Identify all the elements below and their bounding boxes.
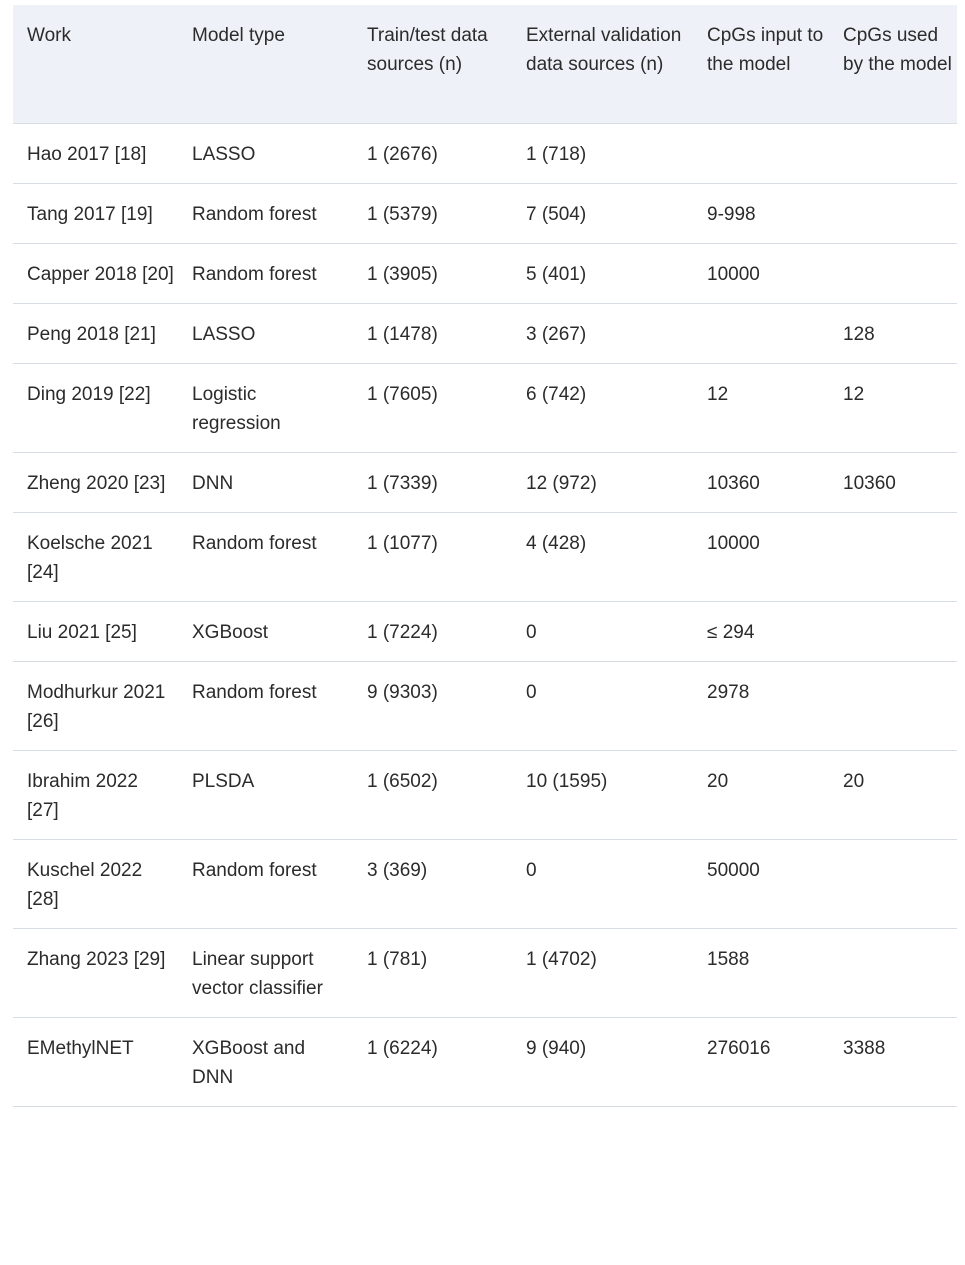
cell-model-type: XGBoost and DNN bbox=[178, 1018, 353, 1107]
cell-model-type: Random forest bbox=[178, 244, 353, 304]
cell-model-type: Logistic regression bbox=[178, 364, 353, 453]
cell-external-validation-sources: 1 (4702) bbox=[512, 929, 693, 1018]
cell-cpgs-input bbox=[693, 304, 829, 364]
cell-external-validation-sources: 7 (504) bbox=[512, 184, 693, 244]
cell-external-validation-sources: 0 bbox=[512, 602, 693, 662]
cell-train-test-sources: 1 (6224) bbox=[353, 1018, 512, 1107]
cell-external-validation-sources: 9 (940) bbox=[512, 1018, 693, 1107]
cell-work: Koelsche 2021 [24] bbox=[13, 513, 178, 602]
cell-train-test-sources: 1 (7224) bbox=[353, 602, 512, 662]
comparison-table bbox=[13, 5, 957, 1107]
table-row bbox=[13, 751, 957, 840]
comparison-table-container bbox=[13, 5, 957, 1107]
cell-model-type: XGBoost bbox=[178, 602, 353, 662]
table-row bbox=[13, 244, 957, 304]
cell-model-type: LASSO bbox=[178, 304, 353, 364]
cell-cpgs-input: 10000 bbox=[693, 244, 829, 304]
table-row bbox=[13, 513, 957, 602]
cell-work: Zhang 2023 [29] bbox=[13, 929, 178, 1018]
cell-work: Ibrahim 2022 [27] bbox=[13, 751, 178, 840]
header-external-validation-sources: External validation data sources (n) bbox=[512, 5, 693, 124]
cell-cpgs-input bbox=[693, 124, 829, 184]
cell-train-test-sources: 3 (369) bbox=[353, 840, 512, 929]
cell-cpgs-input: 276016 bbox=[693, 1018, 829, 1107]
cell-external-validation-sources: 4 (428) bbox=[512, 513, 693, 602]
table-row bbox=[13, 364, 957, 453]
header-model-type: Model type bbox=[178, 5, 353, 124]
cell-train-test-sources: 1 (7605) bbox=[353, 364, 512, 453]
cell-work: Liu 2021 [25] bbox=[13, 602, 178, 662]
cell-cpgs-used: 3388 bbox=[829, 1018, 957, 1107]
cell-cpgs-input: 10000 bbox=[693, 513, 829, 602]
cell-external-validation-sources: 5 (401) bbox=[512, 244, 693, 304]
cell-cpgs-used: 128 bbox=[829, 304, 957, 364]
cell-work: Kuschel 2022 [28] bbox=[13, 840, 178, 929]
cell-work: Hao 2017 [18] bbox=[13, 124, 178, 184]
cell-external-validation-sources: 6 (742) bbox=[512, 364, 693, 453]
cell-train-test-sources: 9 (9303) bbox=[353, 662, 512, 751]
cell-cpgs-used bbox=[829, 662, 957, 751]
header-cpgs-input: CpGs input to the model bbox=[693, 5, 829, 124]
cell-cpgs-used bbox=[829, 244, 957, 304]
cell-cpgs-used: 10360 bbox=[829, 453, 957, 513]
cell-cpgs-used: 12 bbox=[829, 364, 957, 453]
cell-cpgs-input: 2978 bbox=[693, 662, 829, 751]
header-row bbox=[13, 5, 957, 124]
cell-external-validation-sources: 0 bbox=[512, 662, 693, 751]
table-header bbox=[13, 5, 957, 124]
cell-cpgs-used bbox=[829, 840, 957, 929]
cell-work: Modhurkur 2021 [26] bbox=[13, 662, 178, 751]
cell-cpgs-used bbox=[829, 929, 957, 1018]
cell-work: Peng 2018 [21] bbox=[13, 304, 178, 364]
cell-external-validation-sources: 1 (718) bbox=[512, 124, 693, 184]
cell-model-type: Random forest bbox=[178, 662, 353, 751]
cell-model-type: LASSO bbox=[178, 124, 353, 184]
table-row bbox=[13, 184, 957, 244]
cell-cpgs-input: 1588 bbox=[693, 929, 829, 1018]
cell-train-test-sources: 1 (3905) bbox=[353, 244, 512, 304]
table-row bbox=[13, 840, 957, 929]
header-cpgs-used: CpGs used by the model bbox=[829, 5, 957, 124]
cell-model-type: Linear support vector classifier bbox=[178, 929, 353, 1018]
table-row bbox=[13, 124, 957, 184]
table-row bbox=[13, 602, 957, 662]
cell-work: Tang 2017 [19] bbox=[13, 184, 178, 244]
cell-work: Zheng 2020 [23] bbox=[13, 453, 178, 513]
cell-model-type: Random forest bbox=[178, 184, 353, 244]
cell-cpgs-used: 20 bbox=[829, 751, 957, 840]
header-train-test-sources: Train/test data sources (n) bbox=[353, 5, 512, 124]
cell-cpgs-used bbox=[829, 184, 957, 244]
cell-external-validation-sources: 10 (1595) bbox=[512, 751, 693, 840]
cell-cpgs-input: 50000 bbox=[693, 840, 829, 929]
cell-model-type: DNN bbox=[178, 453, 353, 513]
table-row bbox=[13, 453, 957, 513]
cell-model-type: Random forest bbox=[178, 840, 353, 929]
cell-work: Ding 2019 [22] bbox=[13, 364, 178, 453]
cell-cpgs-used bbox=[829, 513, 957, 602]
table-row bbox=[13, 1018, 957, 1107]
cell-cpgs-input: 20 bbox=[693, 751, 829, 840]
cell-train-test-sources: 1 (2676) bbox=[353, 124, 512, 184]
cell-cpgs-used bbox=[829, 602, 957, 662]
cell-cpgs-input: 10360 bbox=[693, 453, 829, 513]
cell-model-type: PLSDA bbox=[178, 751, 353, 840]
table-row bbox=[13, 662, 957, 751]
cell-train-test-sources: 1 (7339) bbox=[353, 453, 512, 513]
cell-model-type: Random forest bbox=[178, 513, 353, 602]
cell-train-test-sources: 1 (1077) bbox=[353, 513, 512, 602]
table-row bbox=[13, 304, 957, 364]
cell-external-validation-sources: 3 (267) bbox=[512, 304, 693, 364]
cell-train-test-sources: 1 (6502) bbox=[353, 751, 512, 840]
table-row bbox=[13, 929, 957, 1018]
header-work: Work bbox=[13, 5, 178, 124]
cell-work: Capper 2018 [20] bbox=[13, 244, 178, 304]
cell-work: EMethylNET bbox=[13, 1018, 178, 1107]
cell-cpgs-used bbox=[829, 124, 957, 184]
cell-external-validation-sources: 12 (972) bbox=[512, 453, 693, 513]
cell-cpgs-input: ≤ 294 bbox=[693, 602, 829, 662]
cell-external-validation-sources: 0 bbox=[512, 840, 693, 929]
cell-cpgs-input: 12 bbox=[693, 364, 829, 453]
cell-train-test-sources: 1 (5379) bbox=[353, 184, 512, 244]
table-body bbox=[13, 124, 957, 1107]
cell-train-test-sources: 1 (781) bbox=[353, 929, 512, 1018]
cell-cpgs-input: 9-998 bbox=[693, 184, 829, 244]
cell-train-test-sources: 1 (1478) bbox=[353, 304, 512, 364]
